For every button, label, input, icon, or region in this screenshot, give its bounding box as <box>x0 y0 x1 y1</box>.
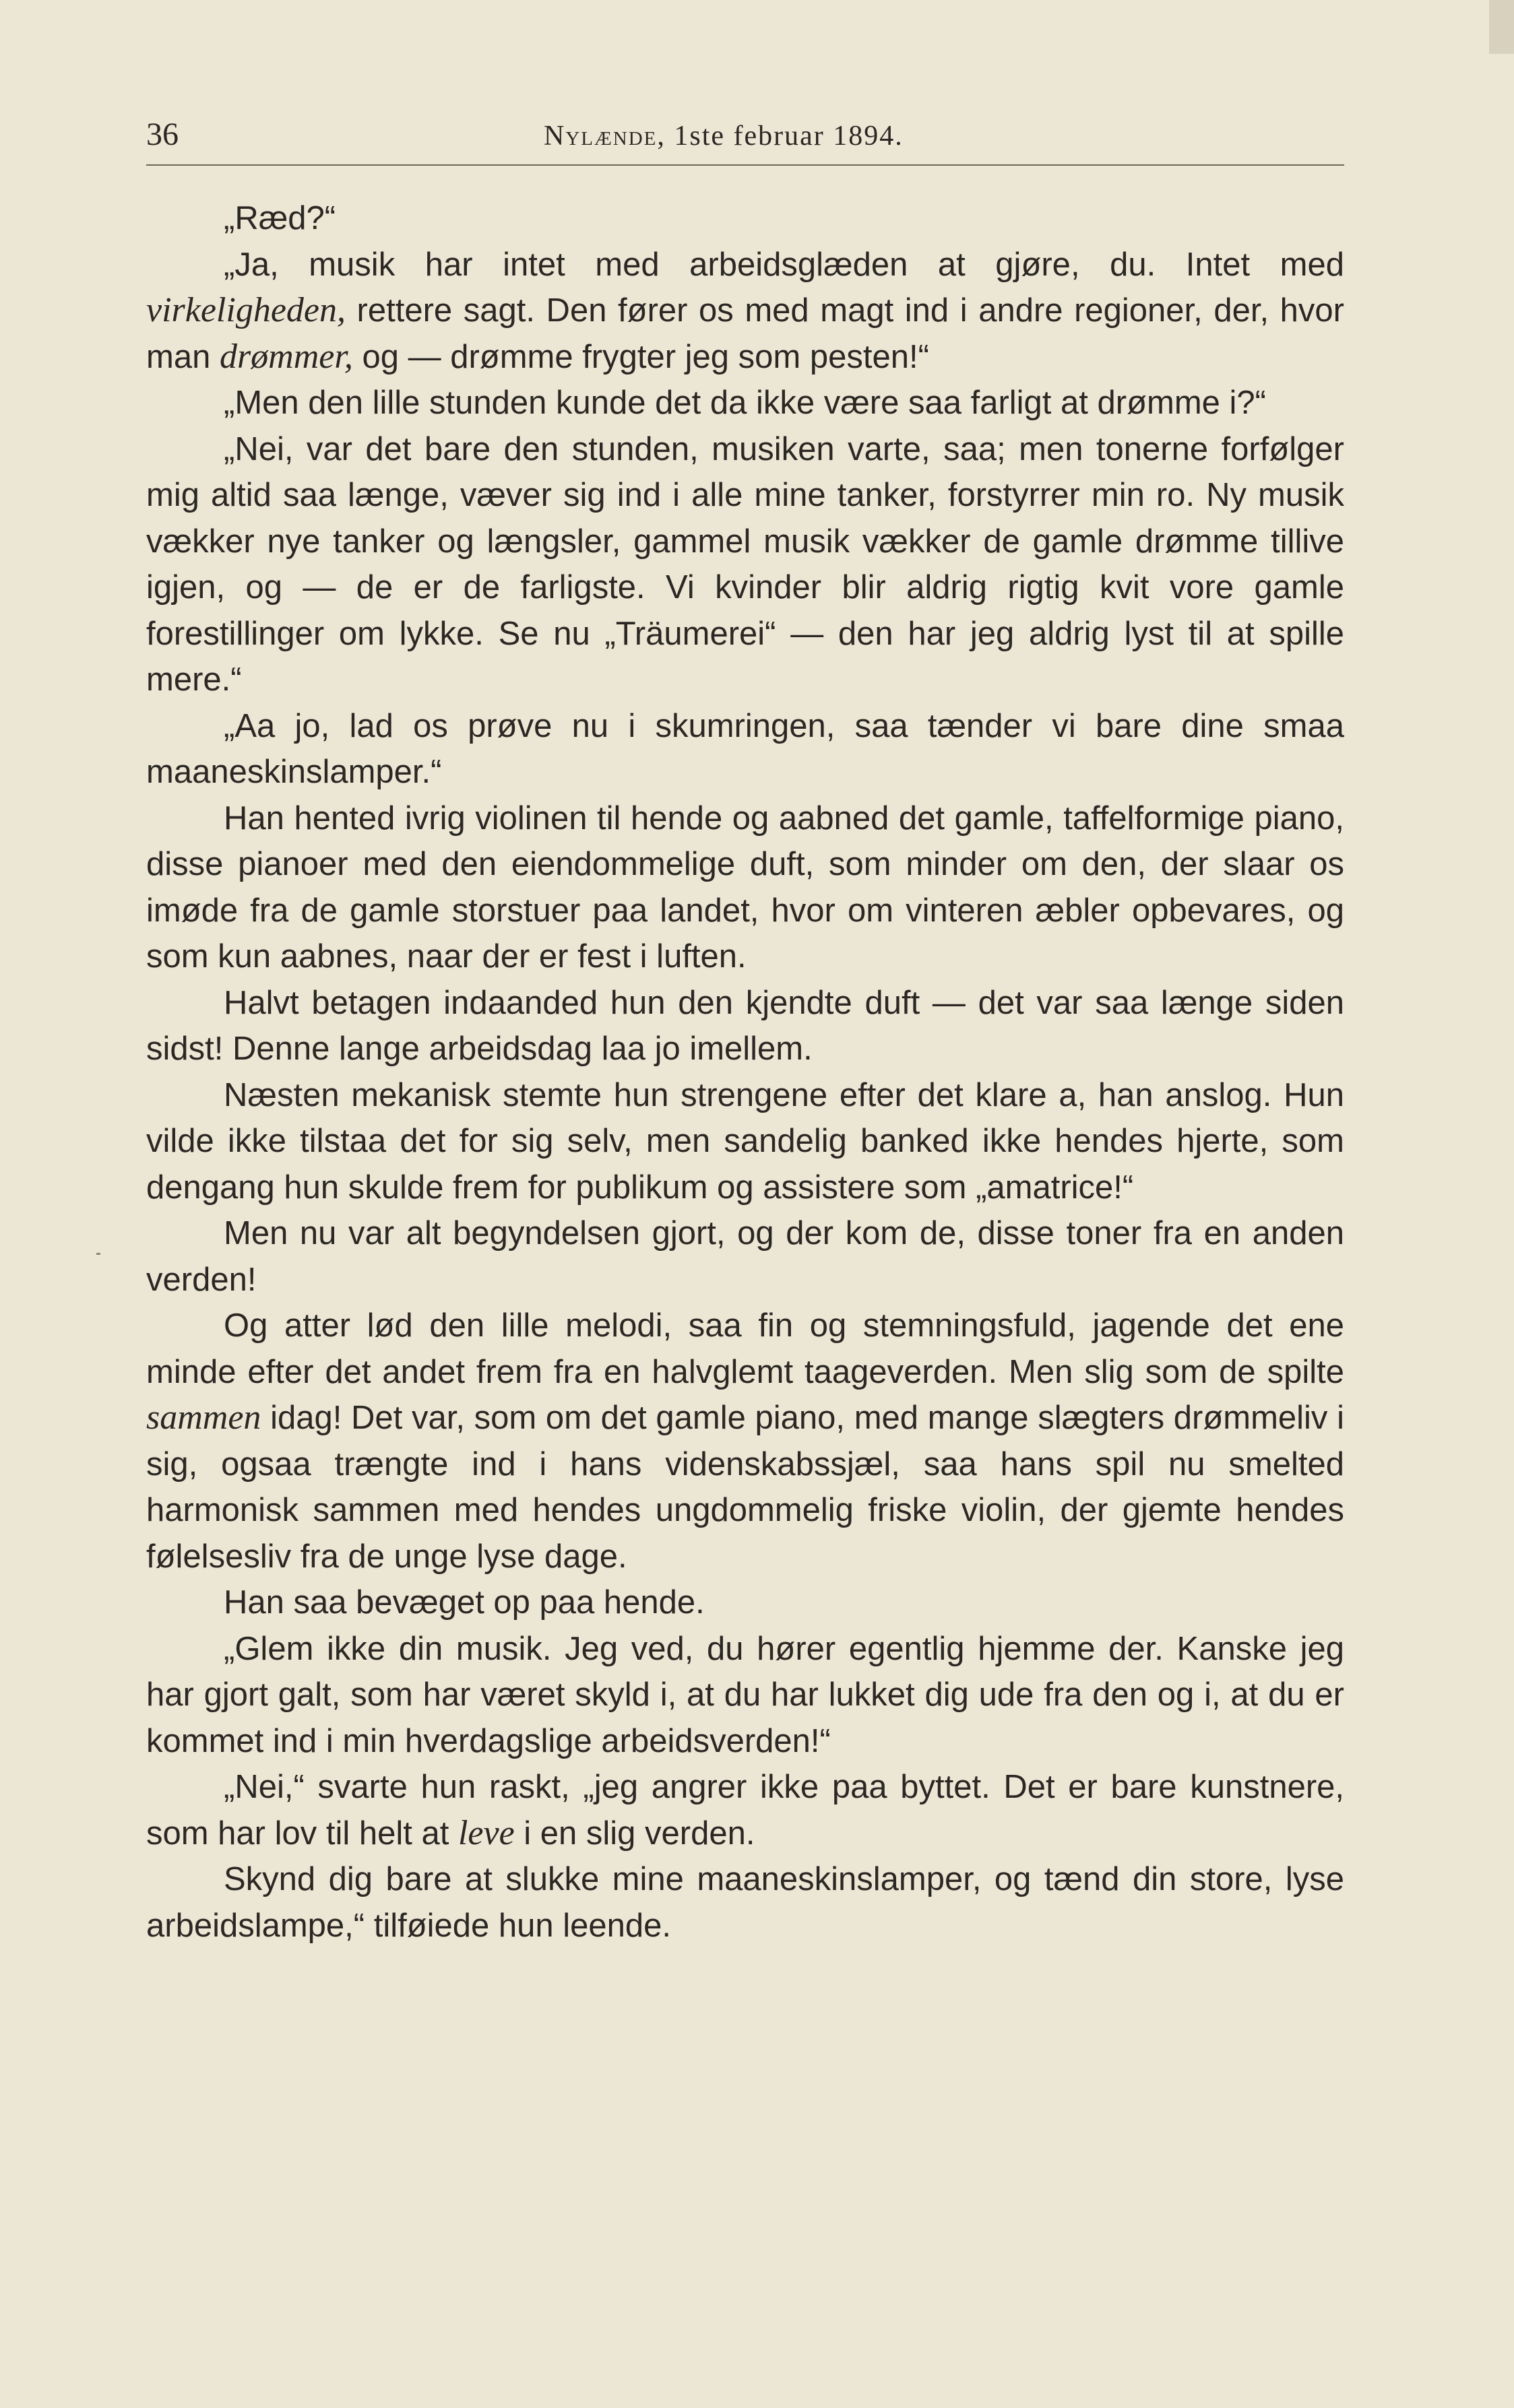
paragraph-text: „Ræd?“ <box>224 200 336 236</box>
paragraph <box>146 242 1344 381</box>
paragraph-text: „Nei,“ svarte hun raskt, „jeg angrer ikke paa byttet. Det er bare kunstnere, som har lov til helt at <box>146 1769 1344 1852</box>
paragraph <box>146 1210 1344 1303</box>
paragraph <box>146 1856 1344 1949</box>
issue-date: 1ste februar 1894. <box>674 121 904 152</box>
journal-name: Nylænde, <box>544 121 666 152</box>
emphasis: virkeligheden, <box>146 291 346 329</box>
paragraph <box>146 195 1344 242</box>
paragraph-text: „Ja, musik har intet med arbeidsglæden at gjøre, du. Intet med <box>224 246 1344 283</box>
paragraph-text: Halvt betagen indaanded hun den kjendte duft — det var saa længe siden sidst! Denne lange arbeidsdag laa jo imellem. <box>146 984 1344 1067</box>
header-rule <box>146 164 1344 166</box>
page-edge-shadow <box>1489 0 1514 54</box>
paragraph-text: „Aa jo, lad os prøve nu i skumringen, saa tænder vi bare dine smaa maaneskinslamper.“ <box>146 707 1344 790</box>
emphasis: sammen <box>146 1398 261 1437</box>
paragraph-text: rettere sagt. Den fører os med magt ind i andre regioner, der, hvor man <box>146 292 1344 375</box>
running-title <box>544 120 904 152</box>
paragraph <box>146 1580 1344 1626</box>
paragraph-text: Og atter lød den lille melodi, saa fin og stemningsfuld, jagende det ene minde efter det andet frem fra en halvglemt taageverden. Men slig som de spilte <box>146 1307 1344 1390</box>
margin-speck <box>96 1253 100 1255</box>
paragraph-text: Men nu var alt begyndelsen gjort, og der kom de, disse toner fra en anden verden! <box>146 1215 1344 1298</box>
page-number: 36 <box>146 117 179 152</box>
paragraph-text: og — drømme frygter jeg som pesten!“ <box>352 338 929 375</box>
paragraph-text: „Nei, var det bare den stunden, musiken varte, saa; men tonerne forfølger mig altid saa længe, væver sig ind i alle mine tanker, forstyrrer min ro. Ny musik vækker nye tanker og længsler, gammel musik vækker de gamle drømme tillive igjen, og — de er de farligste. Vi kvinder blir aldrig rigtig kvit vore gamle forestillinger om lykke. Se nu „Träumerei“ — den har jeg aldrig lyst til at spille mere.“ <box>146 430 1344 698</box>
emphasis: leve <box>458 1813 515 1852</box>
paragraph-text: Han saa bevæget op paa hende. <box>224 1584 705 1621</box>
paragraph <box>146 1626 1344 1765</box>
article-body <box>146 195 1344 1949</box>
paragraph <box>146 1764 1344 1856</box>
paragraph <box>146 795 1344 980</box>
paragraph <box>146 426 1344 703</box>
paragraph-text: idag! Det var, som om det gamle piano, med mange slægters drømmeliv i sig, ogsaa trængte ind i hans videnskabssjæl, saa hans spil nu smelted harmonisk sammen med hendes ungdommelig friske violin, der gjemte hendes følelsesliv fra de unge lyse dage. <box>146 1400 1344 1575</box>
paragraph-text: Næsten mekanisk stemte hun strengene efter det klare a, han anslog. Hun vilde ikke tilstaa det for sig selv, men sandelig banked ikke hendes hjerte, som dengang hun skulde frem for publikum og assistere som „amatrice!“ <box>146 1076 1344 1206</box>
running-header <box>146 108 1344 162</box>
emphasis: drømmer, <box>219 337 353 376</box>
paragraph <box>146 980 1344 1072</box>
paragraph-text: i en slig verden. <box>514 1815 755 1852</box>
paragraph <box>146 1072 1344 1211</box>
paragraph <box>146 1303 1344 1580</box>
paragraph-text: Skynd dig bare at slukke mine maaneskinslamper, og tænd din store, lyse arbeidslampe,“ tilføiede hun leende. <box>146 1861 1344 1944</box>
paragraph <box>146 380 1344 426</box>
paragraph-text: Han hented ivrig violinen til hende og aabned det gamle, taffelformige piano, disse pianoer med den eiendommelige duft, som minder om den, der slaar os imøde fra de gamle storstuer paa landet, hvor om vinteren æbler opbevares, og som kun aabnes, naar der er fest i luften. <box>146 800 1344 975</box>
paragraph-text: „Men den lille stunden kunde det da ikke være saa farligt at drømme i?“ <box>224 385 1266 421</box>
paragraph-text: „Glem ikke din musik. Jeg ved, du hører egentlig hjemme der. Kanske jeg har gjort galt, som har været skyld i, at du har lukket dig ude fra den og i, at du er kommet ind i min hverdagslige arbeidsverden!“ <box>146 1630 1344 1759</box>
paragraph <box>146 703 1344 795</box>
